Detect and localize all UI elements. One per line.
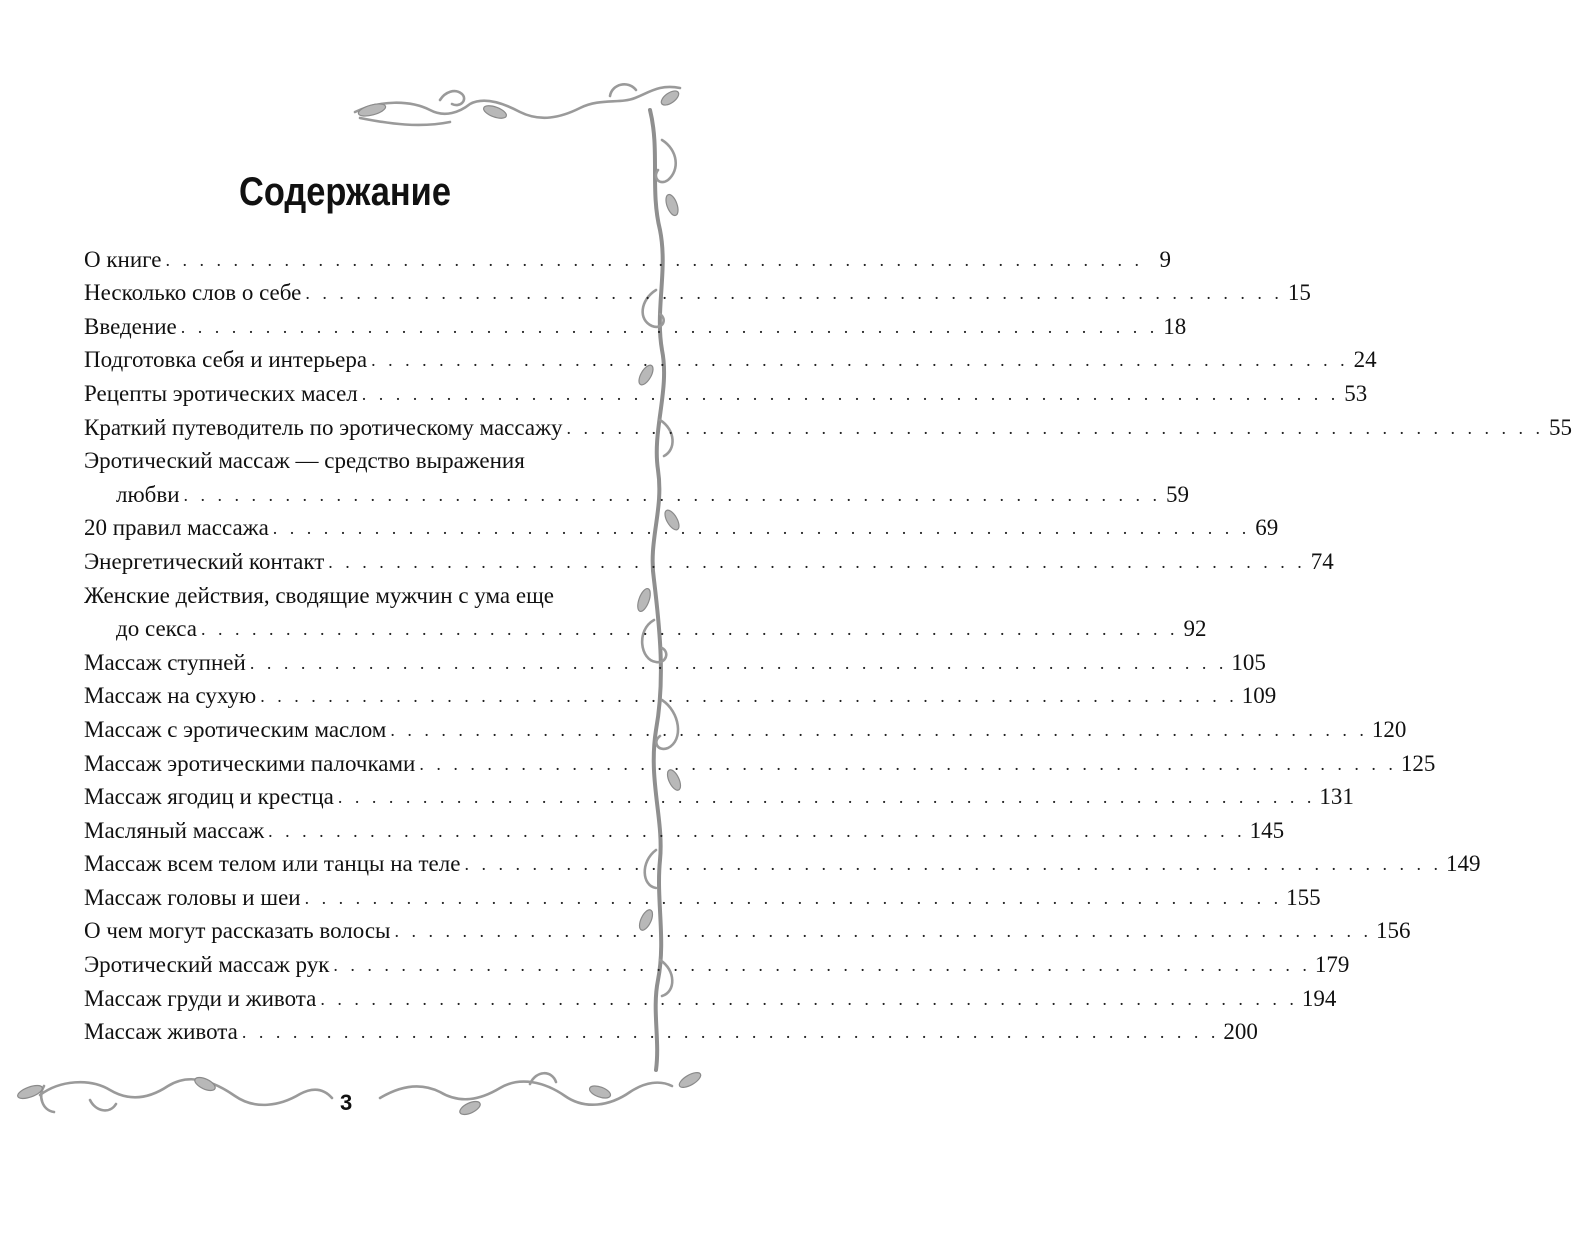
dot-leader: . . . . . . . . . . . . . . . . . . . . . . . . . . . . . . . . . . . . . . . . . . . . . . . . . . . . . . . . . . — [305, 283, 1283, 304]
toc-entry-page: 120 — [1371, 716, 1407, 742]
toc-entry-page: 131 — [1319, 784, 1354, 810]
toc-entry-title: 20 правил массажа — [84, 515, 269, 541]
dot-leader: . . . . . . . . . . . . . . . . . . . . . . . . . . . . . . . . . . . . . . . . . . . . . . . . . . . . . . . . . . — [200, 619, 1179, 640]
toc-entry-page: 24 — [1353, 347, 1377, 373]
toc-entry-title: Эротический массаж — средство выражения — [84, 448, 525, 474]
dot-leader: . . . . . . . . . . . . . . . . . . . . . . . . . . . . . . . . . . . . . . . . . . . . . . . . . . . . . . . . . . — [165, 249, 1143, 270]
toc-entry — [84, 643, 1266, 677]
dot-leader: . . . . . . . . . . . . . . . . . . . . . . . . . . . . . . . . . . . . . . . . . . . . . . . . . . . . . . . . . . — [304, 887, 1283, 908]
toc-entry-title: Массаж живота — [84, 1019, 238, 1045]
toc-entry-page: 9 — [1159, 246, 1171, 272]
toc-entry — [84, 240, 1171, 274]
toc-entry-title: Введение — [84, 313, 177, 339]
toc-entry-title: Эротический массаж рук — [84, 952, 330, 978]
dot-leader: . . . . . . . . . . . . . . . . . . . . . . . . . . . . . . . . . . . . . . . . . . . . . . . . . . . . . . . . . . — [180, 316, 1159, 337]
dot-leader: . . . . . . . . . . . . . . . . . . . . . . . . . . . . . . . . . . . . . . . . . . . . . . . . . . . . . . . . . . — [371, 350, 1349, 371]
toc-entry-title: Массаж головы и шеи — [84, 884, 301, 910]
toc-entry-title: Женские действия, сводящие мужчин с ума еще — [84, 582, 554, 608]
toc-entry — [84, 576, 602, 610]
top-scroll-ornament — [355, 87, 680, 118]
toc-entry-page: 53 — [1344, 380, 1368, 406]
toc-entry — [84, 677, 1277, 711]
toc-entry-title: Массаж ступней — [84, 649, 246, 675]
toc-entry-page: 200 — [1223, 1019, 1258, 1045]
toc-entry-title: Массаж с эротическим маслом — [84, 716, 387, 742]
dot-leader: . . . . . . . . . . . . . . . . . . . . . . . . . . . . . . . . . . . . . . . . . . . . . . . . . . . . . . . . . . — [419, 753, 1397, 774]
toc-entry-page: 69 — [1255, 515, 1279, 541]
toc-entry-page: 15 — [1287, 280, 1311, 306]
page-number: 3 — [340, 1090, 353, 1115]
toc-entry — [84, 509, 1279, 543]
toc-entry — [84, 274, 1311, 308]
dot-leader: . . . . . . . . . . . . . . . . . . . . . . . . . . . . . . . . . . . . . . . . . . . . . . . . . . . . . . . . . . — [183, 484, 1162, 505]
toc-entry — [84, 307, 1187, 341]
toc-entry-page: 109 — [1241, 683, 1277, 709]
toc-entry-title: О книге — [84, 246, 162, 272]
toc-entry-page: 105 — [1231, 649, 1266, 675]
toc-entry — [84, 979, 1337, 1013]
page-title: Содержание — [239, 170, 451, 214]
toc-entry — [84, 374, 1368, 408]
toc-entry — [84, 744, 1436, 778]
toc-entry-page: 149 — [1445, 851, 1481, 877]
dot-leader: . . . . . . . . . . . . . . . . . . . . . . . . . . . . . . . . . . . . . . . . . . . . . . . . . . . . . . . . . . — [272, 518, 1251, 539]
dot-leader: . . . . . . . . . . . . . . . . . . . . . . . . . . . . . . . . . . . . . . . . . . . . . . . . . . . . . . . . . . — [390, 719, 1368, 740]
dot-leader: . . . . . . . . . . . . . . . . . . . . . . . . . . . . . . . . . . . . . . . . . . . . . . . . . . . . . . . . . . — [333, 955, 1311, 976]
toc-entry-title: Массаж эротическими палочками — [84, 750, 416, 776]
dot-leader: . . . . . . . . . . . . . . . . . . . . . . . . . . . . . . . . . . . . . . . . . . . . . . . . . . . . . . . . . . — [337, 787, 1316, 808]
toc-entry-page: 18 — [1163, 313, 1187, 339]
toc-entry-title: Краткий путеводитель по эротическому массажу — [84, 414, 563, 440]
toc-entry-continuation — [84, 475, 1190, 509]
toc-entry — [84, 945, 1350, 979]
toc-entry-title: Массаж на сухую — [84, 683, 257, 709]
bottom-scroll-ornament — [40, 1079, 332, 1105]
toc-entry — [84, 408, 1572, 442]
dot-leader: . . . . . . . . . . . . . . . . . . . . . . . . . . . . . . . . . . . . . . . . . . . . . . . . . . . . . . . . . . — [328, 551, 1306, 572]
toc-entry-title: Подготовка себя и интерьера — [84, 347, 368, 373]
toc-entry-title: Масляный массаж — [84, 817, 265, 843]
toc-entry — [84, 845, 1481, 879]
toc-entry-title: Энергетический контакт — [84, 548, 325, 574]
toc-entry-title: Массаж всем телом или танцы на теле — [84, 851, 461, 877]
toc-entry-page: 59 — [1166, 481, 1190, 507]
toc-entry-page: 194 — [1301, 985, 1337, 1011]
table-of-contents — [84, 240, 1572, 1046]
toc-entry — [84, 542, 1334, 576]
toc-entry — [84, 341, 1377, 375]
toc-entry-page: 55 — [1548, 414, 1572, 440]
toc-entry-page: 92 — [1183, 616, 1207, 642]
toc-entry-title: Несколько слов о себе — [84, 280, 302, 306]
toc-entry-title: Массаж ягодиц и крестца — [84, 784, 334, 810]
dot-leader: . . . . . . . . . . . . . . . . . . . . . . . . . . . . . . . . . . . . . . . . . . . . . . . . . . . . . . . . . . — [394, 921, 1372, 942]
toc-entry-title: О чем могут рассказать волосы — [84, 918, 391, 944]
toc-entry — [84, 878, 1321, 912]
toc-entry — [84, 710, 1407, 744]
dot-leader: . . . . . . . . . . . . . . . . . . . . . . . . . . . . . . . . . . . . . . . . . . . . . . . . . . . . . . . . . . — [361, 383, 1340, 404]
dot-leader: . . . . . . . . . . . . . . . . . . . . . . . . . . . . . . . . . . . . . . . . . . . . . . . . . . . . . . . . . . — [260, 686, 1238, 707]
toc-entry-title: Рецепты эротических масел — [84, 380, 358, 406]
toc-entry-page: 179 — [1314, 952, 1350, 978]
toc-entry-page: 156 — [1376, 918, 1411, 944]
toc-entry-title: Массаж груди и живота — [84, 985, 317, 1011]
dot-leader: . . . . . . . . . . . . . . . . . . . . . . . . . . . . . . . . . . . . . . . . . . . . . . . . . . . . . . . . . . — [566, 417, 1544, 438]
dot-leader: . . . . . . . . . . . . . . . . . . . . . . . . . . . . . . . . . . . . . . . . . . . . . . . . . . . . . . . . . . — [249, 652, 1228, 673]
toc-entry — [84, 912, 1411, 946]
toc-entry-continuation — [84, 610, 1207, 644]
dot-leader: . . . . . . . . . . . . . . . . . . . . . . . . . . . . . . . . . . . . . . . . . . . . . . . . . . . . . . . . . . — [241, 1022, 1220, 1043]
toc-entry-page: 125 — [1400, 750, 1436, 776]
dot-leader: . . . . . . . . . . . . . . . . . . . . . . . . . . . . . . . . . . . . . . . . . . . . . . . . . . . . . . . . . . — [268, 820, 1246, 841]
toc-entry-page: 155 — [1286, 884, 1321, 910]
toc-entry-title-continuation: до секса — [116, 616, 197, 642]
toc-entry — [84, 442, 602, 476]
toc-entry — [84, 811, 1285, 845]
dot-leader: . . . . . . . . . . . . . . . . . . . . . . . . . . . . . . . . . . . . . . . . . . . . . . . . . . . . . . . . . . — [320, 988, 1298, 1009]
toc-entry-page: 145 — [1249, 817, 1285, 843]
toc-entry — [84, 1013, 1258, 1047]
toc-entry-page: 74 — [1310, 548, 1334, 574]
toc-entry — [84, 778, 1354, 812]
dot-leader: . . . . . . . . . . . . . . . . . . . . . . . . . . . . . . . . . . . . . . . . . . . . . . . . . . . . . . . . . . — [464, 854, 1442, 875]
toc-entry-title-continuation: любви — [116, 481, 180, 507]
